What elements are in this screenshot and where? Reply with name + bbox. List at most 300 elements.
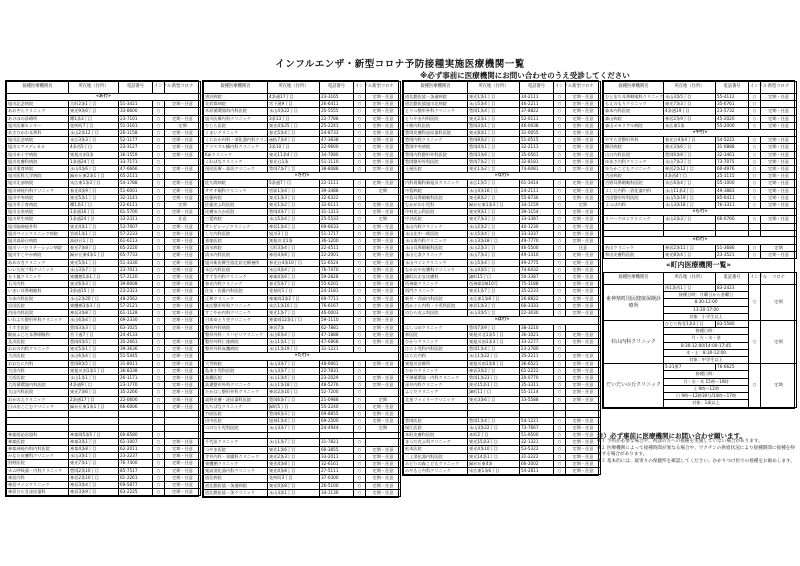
clinic-address: 豊岡6条8丁目	[664, 151, 716, 158]
table-row	[7, 151, 201, 158]
clinic-address: 東光3条6丁目	[468, 396, 520, 403]
table-row	[404, 194, 601, 201]
column-header-phone: 電話番号	[119, 82, 153, 94]
town-hours-line: 接種日時：	[664, 328, 749, 335]
table-row	[7, 259, 201, 266]
clinic-address: 永山4条16丁目	[468, 187, 520, 194]
flu-mark: ○	[354, 230, 366, 237]
clinic-phone: 35-0561	[520, 151, 554, 158]
clinic-phone: 24-4944	[320, 425, 354, 432]
clinic-address: 永山3条5丁目	[664, 94, 716, 101]
clinic-name: 旭川圭泉病院	[7, 209, 69, 216]
table-row	[7, 216, 201, 223]
clinic-address: 永山3条22丁目	[468, 424, 520, 431]
clinic-address: 錦町11丁目	[468, 389, 520, 396]
clinic-phone: 23-5732	[716, 108, 749, 115]
town-column-header: コロナ	[761, 273, 797, 285]
table-row	[7, 489, 201, 496]
table-row	[204, 295, 401, 302]
flu-mark: ○	[153, 151, 165, 158]
covid-status: 定期・任意	[366, 331, 401, 338]
clinic-table	[203, 81, 401, 497]
table-row	[7, 122, 201, 129]
clinic-phone: 24-4133	[119, 331, 153, 338]
clinic-name: 大雪病院	[204, 360, 268, 367]
clinic-name: 大田内科	[7, 367, 69, 374]
table-row	[204, 101, 401, 108]
flu-mark: ○	[554, 302, 566, 309]
clinic-phone: 51-9500	[520, 431, 554, 438]
table-row	[204, 418, 401, 425]
clinic-address: 永山1条4丁目	[268, 374, 320, 381]
table-row	[404, 245, 601, 252]
clinic-name: くまいクリニック	[204, 130, 268, 137]
flu-mark: ○	[749, 115, 761, 122]
clinic-address: 神楽岡3条2丁目	[268, 295, 320, 302]
flu-mark: ○	[153, 360, 165, 367]
covid-status: 定期・任意	[165, 474, 201, 481]
clinic-address: 末広6条4丁目	[664, 180, 716, 187]
clinic-name: 道北勤医協旭川北病院	[404, 101, 468, 108]
covid-status: 定期・任意	[165, 295, 201, 302]
clinic-phone: 33-5588	[520, 396, 554, 403]
covid-status: 定期・任意	[566, 460, 601, 467]
clinic-address: 豊岡3条3丁目	[69, 324, 119, 331]
covid-status: 定期・任意	[366, 295, 401, 302]
clinic-name: みどりの森こどもクリニック	[404, 460, 468, 467]
covid-status: 定期・任意	[566, 122, 601, 129]
clinic-name: クリスタル橋内科クリニック	[204, 144, 268, 151]
clinic-name: 皮膚ゆたか医院	[204, 209, 268, 216]
table-row	[604, 115, 797, 122]
empty-cell	[153, 410, 165, 417]
flu-mark: ○	[554, 374, 566, 381]
covid-status: 定期・任意	[165, 346, 201, 353]
clinic-name: 豊岡皮膚科泌尿器科医院	[404, 130, 468, 137]
page-title: インフルエンザ・新型コロナ予防接種実施医療機関一覧	[275, 59, 525, 70]
covid-status: 定期・任意	[165, 259, 201, 266]
clinic-phone: 22-0606	[119, 396, 153, 403]
clinic-name: あめのきクリニック	[7, 259, 69, 266]
covid-status	[761, 101, 797, 108]
clinic-phone: 20-0770	[520, 374, 554, 381]
covid-status: 定期・任意	[566, 439, 601, 446]
table-row	[7, 410, 201, 417]
section-label: «や行»	[604, 130, 797, 137]
clinic-address: 東光15条3丁目	[468, 439, 520, 446]
town-clinic-phone: 76-6625	[716, 364, 749, 371]
flu-mark: ○	[749, 137, 761, 144]
covid-status: 定期	[366, 187, 401, 194]
clinic-name: 清水内科医院	[204, 252, 268, 259]
covid-status: 定期	[165, 122, 201, 129]
clinic-phone: 25-1115	[716, 173, 749, 180]
column-header-covid: 新型コロナ	[366, 82, 401, 94]
town-clinic-phone: 83-5580	[716, 321, 749, 328]
table-row	[604, 137, 797, 144]
clinic-name: 大沢医院	[7, 353, 69, 360]
clinic-address: 東旭川南1条1丁目	[69, 367, 119, 374]
column-1	[5, 80, 199, 497]
clinic-address: 豊岡8条5丁目	[69, 360, 119, 367]
table-row	[404, 460, 601, 467]
town-hours-line: 月・水・木 15時～19時	[664, 378, 749, 385]
flu-mark: ○	[354, 245, 366, 252]
clinic-name: はら小児科内科医院	[404, 346, 468, 353]
clinic-name: 豊岡中央病院	[404, 144, 468, 151]
clinic-phone: 53-7007	[119, 223, 153, 230]
note-item: ※２ 医療機関によって接種時間が異なる場合や、ワクチンの供給状況により接種期間に接種を終了する場合があります。	[597, 445, 795, 458]
covid-status: 定期・任意	[761, 173, 797, 180]
section-label: «ら行»	[604, 209, 797, 216]
clinic-phone: 23-1770	[119, 382, 153, 389]
clinic-name: 旭川すこやか病院	[7, 252, 69, 259]
covid-status: 定期・任意	[566, 367, 601, 374]
clinic-name: 旭川北部病院	[7, 180, 69, 187]
flu-mark: ○	[153, 467, 165, 474]
clinic-address: 東光4条25丁目	[268, 122, 320, 129]
covid-status: 定期	[366, 216, 401, 223]
empty-cell	[604, 230, 664, 237]
clinic-address: 永山6条4丁目	[69, 353, 119, 360]
clinic-address: 花咲町7丁目	[69, 122, 119, 129]
clinic-phone: 47-6666	[119, 166, 153, 173]
clinic-grid	[5, 80, 795, 564]
clinic-table	[603, 81, 797, 259]
flu-mark: ○	[354, 288, 366, 295]
empty-cell	[354, 432, 366, 439]
town-column-header: 接種医療機関名	[604, 273, 664, 285]
covid-status: 定期・任意	[566, 108, 601, 115]
clinic-name: 旭川ペインクリニック病院	[7, 230, 69, 237]
covid-status: 定期・任意	[366, 223, 401, 230]
flu-mark: ○	[153, 101, 165, 108]
clinic-phone: 24-8733	[320, 130, 354, 137]
table-row	[7, 474, 201, 481]
table-row	[204, 137, 401, 144]
clinic-phone: 26-5100	[320, 482, 354, 489]
covid-status: 定期・任意	[566, 331, 601, 338]
covid-status: 定期・任意	[761, 137, 797, 144]
flu-mark: ○	[354, 482, 366, 489]
table-row	[204, 432, 401, 439]
flu-mark: ○	[153, 431, 165, 438]
table-row	[204, 475, 401, 482]
notes-title: 注）必ず事前に医療機関にお問い合わせ願います。	[597, 432, 746, 440]
flu-mark: ○	[354, 209, 366, 216]
clinic-address: 永山7条3丁目	[468, 252, 520, 259]
flu-mark: ○	[749, 202, 761, 209]
empty-cell	[7, 410, 69, 417]
table-row	[604, 173, 797, 180]
flu-mark: ○	[554, 360, 566, 367]
empty-cell	[165, 410, 201, 417]
table-row	[204, 259, 401, 266]
empty-cell	[664, 223, 716, 230]
covid-status: 定期・任意	[366, 274, 401, 281]
covid-status: 定期・任意	[165, 166, 201, 173]
table-row	[404, 439, 601, 446]
clinic-address: 末広3条3丁目	[69, 137, 119, 144]
flu-mark: ○	[354, 274, 366, 281]
clinic-address: 神楽岡12条1丁目	[268, 317, 320, 324]
table-row	[7, 166, 201, 173]
table-row	[604, 151, 797, 158]
covid-status: 定期・任意	[165, 288, 201, 295]
clinic-address: 東光1条7丁目	[468, 288, 520, 295]
empty-cell	[716, 223, 749, 230]
clinic-phone: 33-7171	[119, 158, 153, 165]
flu-mark: ○	[354, 101, 366, 108]
covid-status: 定期・任意	[566, 144, 601, 151]
clinic-phone: 33-2011	[320, 453, 354, 460]
clinic-name: 永山南内科クリニック	[404, 238, 468, 245]
table-row	[204, 374, 401, 381]
town-covid-status: 定期	[761, 364, 797, 407]
covid-status: 定期・任意	[566, 137, 601, 144]
table-row	[204, 209, 401, 216]
flu-mark: ○	[554, 453, 566, 460]
clinic-name: 駅前ふじた耳鼻咽喉科	[7, 331, 69, 338]
covid-status: 定期・任意	[566, 467, 601, 474]
covid-status: 定期・任意	[566, 288, 601, 295]
clinic-address: 緑が丘東4条1丁目	[69, 252, 119, 259]
covid-status: 定期・任意	[366, 403, 401, 410]
clinic-address: 東光4条8丁目	[268, 482, 320, 489]
clinic-phone: 76-7470	[320, 266, 354, 273]
clinic-address: 神楽4条8丁目	[69, 446, 119, 453]
clinic-address: 神居2条10丁目	[268, 389, 320, 396]
clinic-address: 神楽4条6丁目	[268, 274, 320, 281]
flu-mark: ○	[153, 230, 165, 237]
clinic-phone: 61-1007	[119, 438, 153, 445]
flu-mark: ○	[153, 137, 165, 144]
clinic-name: 整形外科病院	[204, 324, 268, 331]
covid-status: 定期・任意	[366, 360, 401, 367]
table-row	[7, 266, 201, 273]
clinic-address: 神居4条8丁目	[268, 252, 320, 259]
covid-status: 定期・任意	[165, 144, 201, 151]
flu-mark: ○	[554, 295, 566, 302]
town-flu-mark: ○	[749, 364, 761, 407]
clinic-phone: 61-3414	[520, 180, 554, 187]
flu-mark: ○	[153, 180, 165, 187]
clinic-address: 東光1条7丁目	[268, 310, 320, 317]
table-row	[7, 245, 201, 252]
clinic-phone: 39-8008	[119, 281, 153, 288]
clinic-address: 神楽岡5条5丁目	[69, 431, 119, 438]
flu-mark: ○	[153, 144, 165, 151]
flu-mark: ○	[749, 144, 761, 151]
column-header-phone: 電話番号	[716, 82, 749, 94]
flu-mark: ○	[153, 216, 165, 223]
clinic-phone: 60-8580	[119, 431, 153, 438]
covid-status: 定期・任意	[165, 438, 201, 445]
flu-mark: ○	[554, 382, 566, 389]
clinic-name: はらだ内科	[404, 353, 468, 360]
covid-status: 定期・任意	[566, 360, 601, 367]
flu-mark: ○	[554, 266, 566, 273]
empty-cell	[520, 403, 554, 410]
clinic-phone: 61-5700	[119, 209, 153, 216]
covid-status: 定期・任意	[165, 238, 201, 245]
covid-status: 定期・任意	[366, 166, 401, 173]
flu-mark: ○	[354, 281, 366, 288]
clinic-address: 豊岡3条6丁目	[468, 151, 520, 158]
clinic-table	[6, 81, 201, 496]
clinic-address: 旭川3丁目	[268, 230, 320, 237]
clinic-name: 末広整形外科クリニック	[204, 302, 268, 309]
clinic-phone: 69-6633	[320, 223, 354, 230]
flu-mark: ○	[153, 438, 165, 445]
table-row	[404, 209, 601, 216]
clinic-address: 豊岡7条7丁目	[268, 166, 320, 173]
clinic-phone: 65-7733	[119, 252, 153, 259]
flu-mark: ○	[554, 230, 566, 237]
empty-cell	[749, 223, 761, 230]
covid-status: 定期・任意	[566, 238, 601, 245]
clinic-phone: 69-7711	[320, 295, 354, 302]
clinic-name: ひかりクリニック	[404, 367, 468, 374]
covid-status: 任意	[165, 216, 201, 223]
clinic-name: 石川内科	[7, 281, 69, 288]
table-row	[404, 302, 601, 309]
town-clinic-address: 5-21番7	[664, 364, 716, 371]
covid-status: 定期・任意	[566, 259, 601, 266]
clinic-address: 緑が丘東2条1丁目	[69, 173, 119, 180]
clinic-phone: 47-3838	[320, 137, 354, 144]
table-row	[404, 230, 601, 237]
clinic-phone: 46-2211	[520, 101, 554, 108]
clinic-address: 永山3条7丁目	[268, 425, 320, 432]
clinic-phone: 49-1310	[520, 252, 554, 259]
clinic-address: 宮前1条1丁目	[69, 230, 119, 237]
clinic-name: 永山北中一郎医院	[404, 230, 468, 237]
flu-mark: ○	[354, 453, 366, 460]
table-row	[7, 274, 201, 281]
table-row	[204, 122, 401, 129]
clinic-name: ササキ眼科クリニック	[204, 187, 268, 194]
clinic-address: 東旭川南1条	[69, 151, 119, 158]
clinic-address: 東光11条4丁目	[268, 151, 320, 158]
table-row	[404, 274, 601, 281]
flu-mark: ○	[153, 346, 165, 353]
table-row	[604, 202, 797, 209]
covid-status: 定期・任意	[366, 266, 401, 273]
section-row	[404, 173, 601, 180]
table-row	[404, 446, 601, 453]
clinic-address: 春光7条8丁目	[69, 245, 119, 252]
covid-status: 定期・任意	[566, 158, 601, 165]
clinic-phone: 54-1788	[119, 180, 153, 187]
table-row	[404, 223, 601, 230]
table-row	[404, 382, 601, 389]
column-header-phone: 電話番号	[520, 82, 554, 94]
clinic-phone: 32-8181	[520, 158, 554, 165]
column-header-address: 所在地（住所）	[268, 82, 320, 94]
note-item: ※１ 予約が必要な場合や、初診の方への接種を実施していない場合があります。	[597, 439, 763, 445]
town-hours-line: 対象：1歳以上	[664, 400, 749, 407]
clinic-name: 旭川リハビリテーション病院	[7, 245, 69, 252]
clinic-phone: 51-6524	[320, 259, 354, 266]
clinic-phone: 48-6661	[320, 360, 354, 367]
clinic-name: いいだ皮フ科クリニック	[7, 266, 69, 273]
clinic-phone: 76-3311	[716, 202, 749, 209]
clinic-address: 西神楽1線10号	[468, 281, 520, 288]
clinic-phone: 33-3387	[520, 216, 554, 223]
clinic-phone: 54-1221	[520, 417, 554, 424]
clinic-phone: 48-2562	[119, 295, 153, 302]
covid-status: 定期・任意	[165, 302, 201, 309]
clinic-address: 東光2条3丁目	[268, 453, 320, 460]
empty-cell	[749, 230, 761, 237]
table-row	[604, 244, 797, 251]
clinic-name: 旭川医療センター	[7, 122, 69, 129]
clinic-phone: 52-7200	[320, 389, 354, 396]
table-row	[204, 461, 401, 468]
empty-cell	[165, 424, 201, 431]
covid-status: 定期・任意	[165, 245, 201, 252]
table-row	[404, 389, 601, 396]
table-row	[604, 144, 797, 151]
table-row	[204, 338, 401, 345]
clinic-phone: 57-2233	[119, 230, 153, 237]
flu-mark: ○	[749, 108, 761, 115]
clinic-name: 道北勤医協一条通病院	[404, 94, 468, 101]
clinic-address: 永山4条5丁目	[468, 266, 520, 273]
empty-cell	[7, 424, 69, 431]
column-3	[402, 80, 599, 476]
flu-mark: ○	[354, 94, 366, 101]
table-row	[204, 288, 401, 295]
covid-status: 定期	[566, 202, 601, 209]
table-row	[204, 360, 401, 367]
clinic-name: よしだ内科・消化器内科	[604, 187, 664, 194]
flu-mark: ○	[749, 251, 761, 258]
clinic-address: 永山7条4丁目	[268, 137, 320, 144]
clinic-address: 永山7条3丁目	[664, 158, 716, 165]
table-row	[204, 94, 401, 101]
clinic-name: 旭川市子育病院	[7, 202, 69, 209]
clinic-name: 吉田整形外科医院	[604, 194, 664, 201]
clinic-phone: 22-3030	[520, 310, 554, 317]
clinic-address: 宮前1条4丁目	[268, 187, 320, 194]
clinic-phone: 34-2111	[520, 94, 554, 101]
clinic-name: 大西医院	[7, 374, 69, 381]
covid-status: 定期・任意	[566, 252, 601, 259]
clinic-address: 5条通7丁目	[268, 180, 320, 187]
flu-mark: ○	[554, 424, 566, 431]
clinic-name: 中島病院	[404, 187, 468, 194]
covid-status: 定期・任意	[566, 431, 601, 438]
clinic-phone: 66-2002	[520, 460, 554, 467]
clinic-name: ゆたかこどもクリニック	[604, 166, 664, 173]
flu-mark: ○	[153, 158, 165, 165]
clinic-address: 豊岡1条4丁目	[468, 108, 520, 115]
table-row	[7, 194, 201, 201]
clinic-phone: 76-6167	[320, 302, 354, 309]
flu-mark: ○	[153, 489, 165, 496]
flu-mark: ○	[354, 238, 366, 245]
column-header-address: 所在地（住所）	[664, 82, 716, 94]
flu-mark: ○	[354, 418, 366, 425]
covid-status: 定期・任意	[761, 158, 797, 165]
clinic-address: 末広東1条3丁目	[69, 180, 119, 187]
clinic-name: 内田内科医院	[7, 310, 69, 317]
covid-status: 定期・任意	[366, 94, 401, 101]
flu-mark: ○	[554, 281, 566, 288]
covid-status: 定期	[761, 244, 797, 251]
